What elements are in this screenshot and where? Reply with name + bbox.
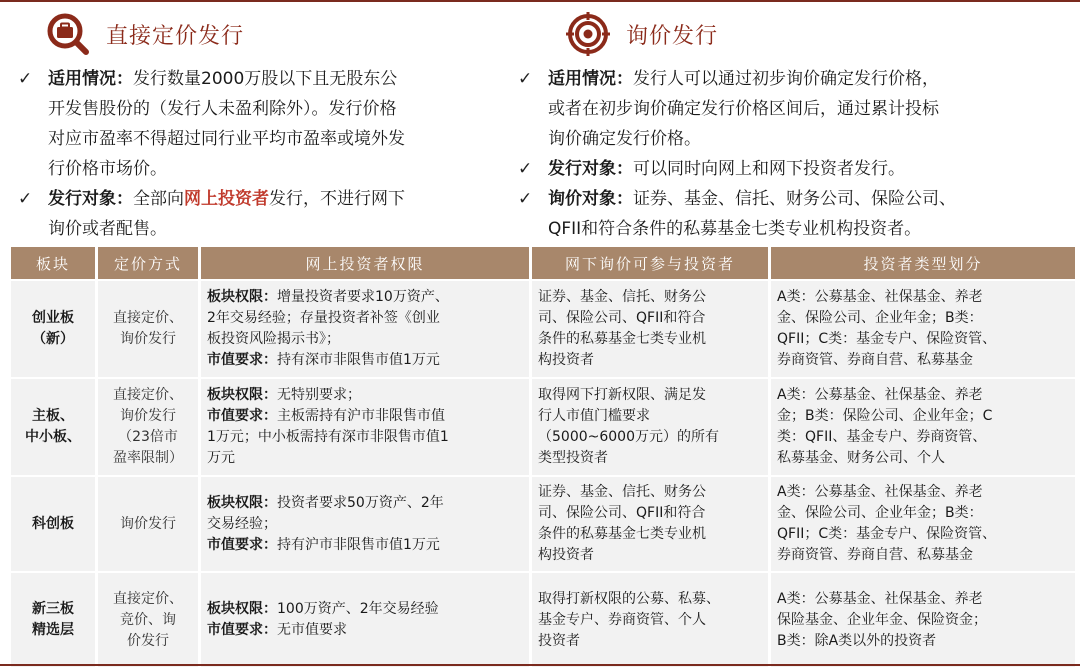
table-row — [11, 573, 1075, 667]
method-text: 询价发行 — [120, 408, 176, 424]
direct-target-bullet — [18, 184, 508, 244]
check-icon: ✓ — [18, 189, 33, 209]
cell-text: 类型投资者 — [538, 450, 608, 466]
online-cell — [201, 477, 529, 571]
bullet-text: 询价确定发行价格。 — [548, 129, 701, 149]
cell-text: A类：公募基金、社保基金、养老 — [777, 590, 983, 607]
cell-text: 1万元；中小板需持有深市非限售市值1 — [207, 429, 449, 445]
check-icon: ✓ — [518, 189, 533, 209]
cell-text: 条件的私募基金七类专业机 — [538, 331, 706, 347]
bullet-text: 开发售股份的（发行人未盈利除外）。发行价格 — [48, 99, 397, 119]
cell-text: B类：除A类以外的投资者 — [777, 632, 937, 649]
table-row — [11, 281, 1075, 377]
method-text: 询价发行 — [120, 331, 176, 347]
cell-text: 投资者要求50万资产、2年 — [277, 494, 444, 511]
cell-text: 类：QFII、基金专户、券商资管、 — [777, 429, 987, 445]
cell-text: 保险基金、企业年金、保险资金； — [777, 611, 987, 628]
bullet-text: 询价或者配售。 — [48, 219, 167, 239]
board-name: 主板、 — [32, 408, 74, 424]
check-icon: ✓ — [518, 159, 533, 179]
cell-text: 私募基金、财务公司、个人 — [777, 450, 945, 466]
board-name: 中小板、 — [25, 429, 81, 445]
cell-text: 万元 — [207, 450, 235, 466]
cell-text: 证券、基金、信托、财务公 — [538, 484, 706, 500]
header-board: 板块 — [11, 247, 95, 279]
cell-text: 持有深市非限售市值1万元 — [277, 352, 440, 368]
online-investor-highlight: 网上投资者 — [184, 189, 269, 209]
check-icon: ✓ — [518, 69, 533, 89]
bullet-text: 或者在初步询价确定发行价格区间后，通过累计投标 — [548, 99, 939, 119]
cell-text: A类：公募基金、社保基金、养老 — [777, 289, 983, 305]
permission-key: 板块权限： — [207, 289, 277, 305]
board-cell — [11, 379, 95, 475]
cell-text: 持有沪市非限售市值1万元 — [277, 536, 440, 553]
market-value-key: 市值要求： — [207, 352, 277, 368]
direct-pricing-title: 直接定价发行 — [106, 23, 245, 49]
bottom-rule — [0, 664, 1080, 666]
header-pricing-method: 定价方式 — [98, 247, 198, 279]
bullet-text: QFII和符合条件的私募基金七类专业机构投资者。 — [548, 219, 922, 239]
method-cell — [98, 379, 198, 475]
cell-text: 司、保险公司、QFII和符合 — [538, 505, 706, 521]
method-cell — [98, 573, 198, 667]
offline-cell — [532, 379, 768, 475]
bullet-text: 对应市盈率不得超过同行业平均市盈率或境外发 — [48, 129, 405, 149]
direct-pricing-section — [18, 6, 508, 244]
inquiry-applicability-bullet — [518, 64, 1068, 154]
cell-text: 增量投资者要求10万资产、 — [277, 289, 449, 305]
market-value-key: 市值要求： — [207, 408, 277, 424]
offline-cell — [532, 573, 768, 667]
inquiry-pricing-heading — [518, 6, 1068, 62]
cell-text: A类：公募基金、社保基金、养老 — [777, 387, 983, 403]
bullet-text: 可以同时向网上和网下投资者发行。 — [633, 159, 905, 179]
types-cell — [771, 281, 1075, 377]
cell-text: 2年交易经验；存量投资者补签《创业 — [207, 310, 440, 326]
table-row — [11, 379, 1075, 475]
cell-text: A类：公募基金、社保基金、养老 — [777, 484, 983, 500]
check-icon: ✓ — [18, 69, 33, 89]
top-rule — [0, 0, 1080, 2]
board-cell — [11, 281, 95, 377]
permission-key: 板块权限： — [207, 601, 277, 617]
cell-text: 基金专户、券商资管、个人 — [538, 611, 706, 628]
cell-text: 构投资者 — [538, 352, 594, 368]
ipo-board-table — [8, 245, 1078, 669]
bullet-text: 行价格市场价。 — [48, 159, 167, 179]
board-name: 创业板 — [32, 310, 74, 326]
cell-text: 无特别要求； — [277, 387, 361, 403]
cell-text: 板投资风险揭示书》； — [207, 331, 340, 347]
direct-applicability-bullet — [18, 64, 508, 184]
board-name: 科创板 — [32, 515, 74, 532]
cell-text: 证券、基金、信托、财务公 — [538, 289, 706, 305]
cell-text: 取得打新权限的公募、私募、 — [538, 590, 720, 607]
online-cell — [201, 379, 529, 475]
board-cell — [11, 477, 95, 571]
method-cell — [98, 281, 198, 377]
board-name: 精选层 — [32, 622, 74, 638]
inquiry-pricing-title: 询价发行 — [626, 23, 719, 49]
method-text: 盈率限制） — [113, 450, 183, 466]
bullet-text: 发行，不进行网下 — [269, 189, 405, 209]
types-cell — [771, 573, 1075, 667]
cell-text: 取得网下打新权限、满足发 — [538, 387, 706, 403]
cell-text: QFII；C类：基金专户、保险资管、 — [777, 526, 997, 542]
method-text: 直接定价、 — [113, 310, 183, 326]
cell-text: 券商资管、券商自营、私募基金 — [777, 352, 973, 368]
cell-text: 投资者 — [538, 632, 580, 649]
header-online-permission: 网上投资者权限 — [201, 247, 529, 279]
cell-text: 无市值要求 — [277, 622, 347, 638]
permission-key: 板块权限： — [207, 494, 277, 511]
cell-text: 行人市值门槛要求 — [538, 408, 650, 424]
online-cell — [201, 573, 529, 667]
bullet-key: 发行对象： — [48, 189, 133, 209]
market-value-key: 市值要求： — [207, 536, 277, 553]
method-text: （23倍市 — [118, 429, 178, 445]
bullet-key: 发行对象： — [548, 159, 633, 179]
cell-text: 司、保险公司、QFII和符合 — [538, 310, 706, 326]
cell-text: （5000~6000万元）的所有 — [538, 429, 719, 445]
method-text: 直接定价、 — [113, 387, 183, 403]
offline-cell — [532, 477, 768, 571]
inquiry-object-bullet — [518, 184, 1068, 244]
cell-text: 构投资者 — [538, 547, 594, 563]
header-investor-types: 投资者类型划分 — [771, 247, 1075, 279]
bullet-text: 全部向 — [133, 189, 184, 209]
method-cell — [98, 477, 198, 571]
bullet-text: 发行人可以通过初步询价确定发行价格， — [633, 69, 939, 89]
board-name: （新） — [32, 331, 74, 347]
cell-text: 条件的私募基金七类专业机 — [538, 526, 706, 542]
board-name: 新三板 — [32, 601, 74, 617]
inquiry-target-bullet — [518, 154, 1068, 184]
types-cell — [771, 379, 1075, 475]
bullet-key: 询价对象： — [548, 189, 633, 209]
header-offline-investors: 网下询价可参与投资者 — [532, 247, 768, 279]
cell-text: 金、保险公司、企业年金；B类： — [777, 505, 983, 521]
cell-text: QFII；C类：基金专户、保险资管、 — [777, 331, 997, 347]
cell-text: 100万资产、2年交易经验 — [277, 601, 439, 617]
offline-cell — [532, 281, 768, 377]
direct-pricing-heading — [18, 6, 508, 62]
cell-text: 券商资管、券商自营、私募基金 — [777, 547, 973, 563]
method-text: 竞价、询 — [120, 611, 176, 628]
online-cell — [201, 281, 529, 377]
cell-text: 金、保险公司、企业年金；B类： — [777, 310, 983, 326]
method-text: 询价发行 — [120, 515, 176, 532]
inquiry-pricing-section — [518, 6, 1068, 244]
bullet-key: 适用情况： — [548, 69, 633, 89]
method-text: 直接定价、 — [113, 590, 183, 607]
target-icon — [566, 12, 610, 56]
board-cell — [11, 573, 95, 667]
cell-text: 交易经验； — [207, 515, 277, 532]
types-cell — [771, 477, 1075, 571]
briefcase-magnifier-icon — [46, 12, 90, 56]
bullet-text: 发行数量2000万股以下且无股东公 — [133, 69, 398, 89]
permission-key: 板块权限： — [207, 387, 277, 403]
table-header-row — [11, 247, 1075, 279]
cell-text: 金；B类：保险公司、企业年金；C — [777, 408, 993, 424]
cell-text: 主板需持有沪市非限售市值 — [277, 408, 445, 424]
bullet-key: 适用情况： — [48, 69, 133, 89]
method-text: 价发行 — [127, 632, 169, 649]
bullet-text: 证券、基金、信托、财务公司、保险公司、 — [633, 189, 956, 209]
table-row — [11, 477, 1075, 571]
market-value-key: 市值要求： — [207, 622, 277, 638]
